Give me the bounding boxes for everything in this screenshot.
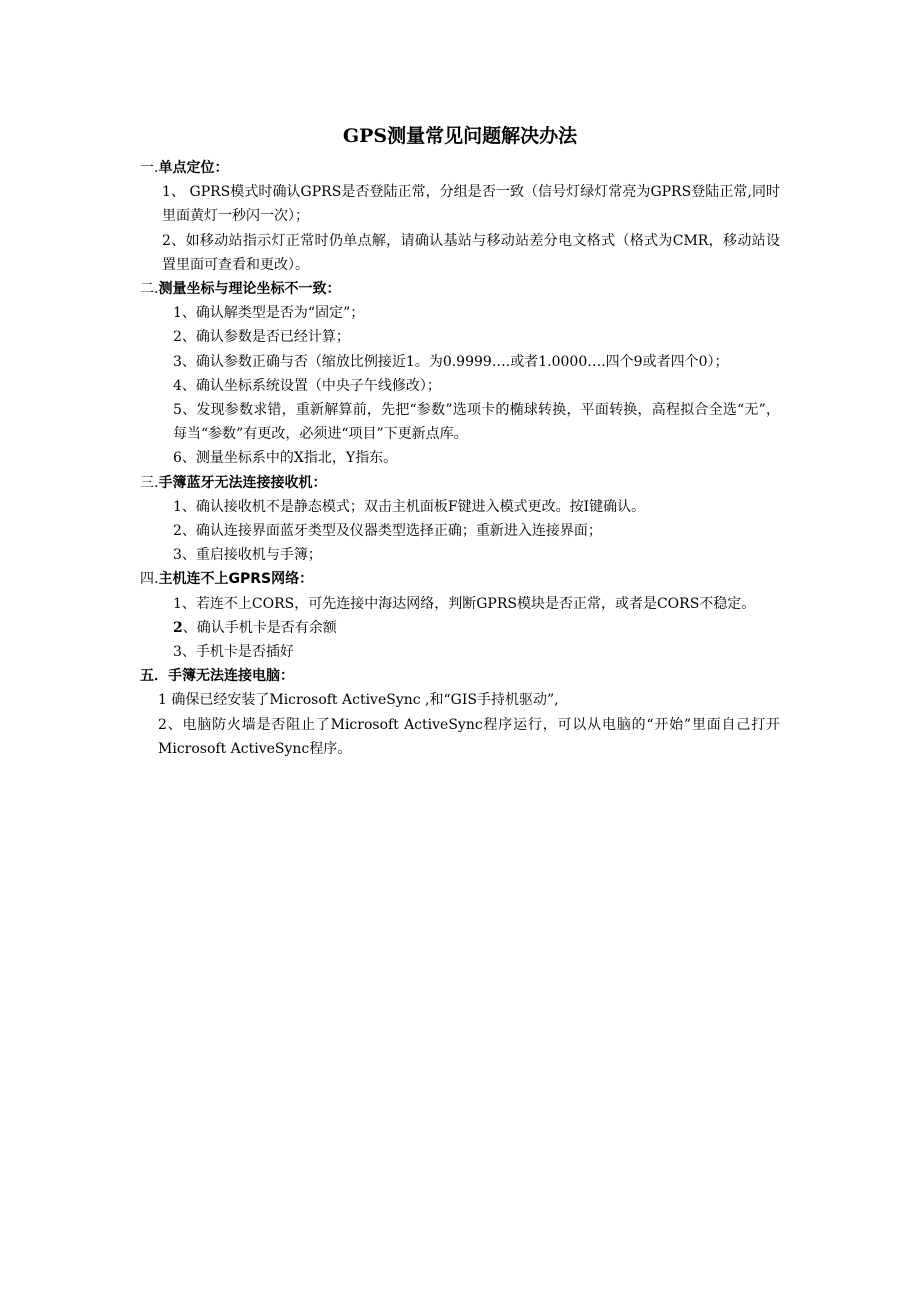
section-3-item-1: 1、确认接收机不是静态模式；双击主机面板F键进入模式更改。按I键确认。 (173, 498, 646, 515)
section-2-item-4: 4、确认坐标系统设置（中央子午线修改）； (173, 377, 441, 394)
section-5-item-1: 1 确保已经安装了Microsoft ActiveSync ,和“GIS手持机驱动”, (158, 692, 559, 709)
section-3-title: 手簿蓝牙无法连接接收机： (158, 474, 327, 491)
section-4-item-2 (140, 616, 780, 640)
section-2-item-5: 5、发现参数求错，重新解算前，先把“参数”选项卡的椭球转换，平面转换，高程拟合全选“无”，每当“参数”有更改，必须进“项目”下更新点库。 (173, 402, 780, 443)
section-5-item-2: 2、电脑防火墙是否阻止了Microsoft ActiveSync程序运行，可以从电脑的“开始”里面自己打开Microsoft ActiveSync程序。 (158, 716, 780, 757)
section-3-prefix: 三. (140, 474, 159, 491)
section-2-item-6: 6、测量坐标系中的X指北，Y指东。 (173, 450, 398, 467)
section-heading-1 (140, 156, 780, 180)
section-heading-4 (140, 567, 780, 591)
section-4-item-2-number: 2 (173, 619, 183, 636)
section-4-item-1: 1、若连不上CORS，可先连接中海达网络，判断GPRS模块是否正常，或者是CORS不稳定。 (173, 595, 756, 612)
section-4-item-3: 3、手机卡是否插好 (173, 644, 294, 661)
section-1-title: 单点定位： (158, 160, 229, 176)
section-heading-2 (140, 277, 780, 301)
section-2-item-3: 3、确认参数正确与否（缩放比例接近1。为0.9999….或者1.0000….四个9或者四个0）； (173, 353, 729, 370)
section-4-item-2-text: 、确认手机卡是否有余额 (182, 619, 337, 636)
section-heading-3 (140, 471, 780, 495)
section-3-item-2: 2、确认连接界面蓝牙类型及仪器类型选择正确；重新进入连接界面； (173, 523, 602, 540)
section-heading-5: 五．手簿无法连接电脑： (140, 668, 294, 685)
section-2-item-1: 1、确认解类型是否为“固定”； (173, 305, 365, 322)
document-title: GPS测量常见问题解决办法 (342, 125, 578, 147)
section-2-item-2: 2、确认参数是否已经计算； (173, 329, 350, 346)
section-4-prefix: 四. (140, 571, 159, 588)
section-1-item-2: 2、如移动站指示灯正常时仍单点解，请确认基站与移动站差分电文格式（格式为CMR，移动站设置里面可查看和更改）。 (162, 232, 780, 273)
section-2-prefix: 二. (140, 281, 159, 298)
document-page (140, 122, 780, 761)
section-1-item-1: 1、 GPRS模式时确认GPRS是否登陆正常，分组是否一致（信号灯绿灯常亮为GPRS登陆正常,同时里面黄灯一秒闪一次）； (162, 184, 780, 225)
section-1-prefix: 一. (140, 160, 159, 176)
section-2-title: 测量坐标与理论坐标不一致： (158, 281, 341, 298)
section-4-title: 主机连不上GPRS网络： (158, 571, 314, 588)
section-3-item-3: 3、重启接收机与手簿； (173, 547, 322, 564)
